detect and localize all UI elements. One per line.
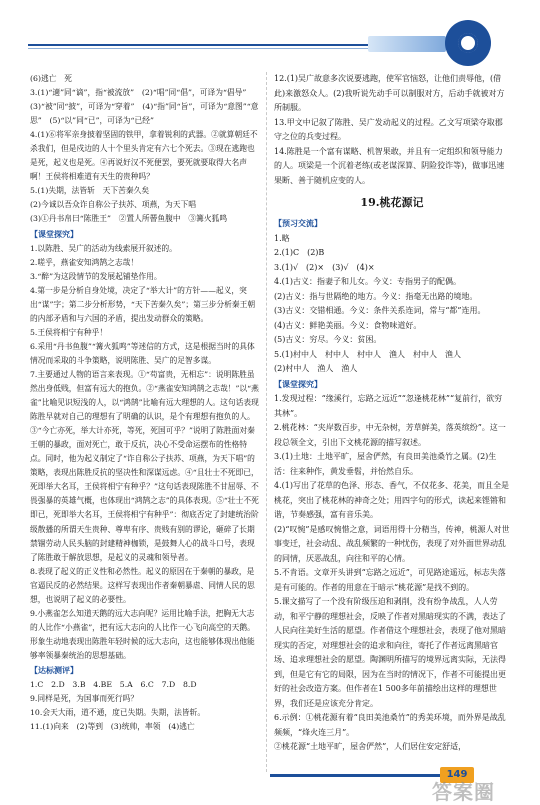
right-para: 13.甲文中记叙了陈胜、吴广发动起义的过程。乙文写项梁夺取郡守之位的兵变过程。 [274, 117, 503, 141]
right-para: 5.不肯语。文章开头讲到“忘路之远近”，可见路途遥远，标志失落是有可能的。作者的用意在于暗示“桃花源”是找不到的。 [274, 568, 506, 592]
left-para: (2)今诚以吾众诈自称公子扶苏、项燕，为天下唱 [30, 200, 196, 210]
right-para: (2)“叹惋”是感叹惋惜之意，词语用得十分精当，传神，桃源人对世事变迁，社会动乱、战乱频繁的一种忧伤，表现了对外面世界动乱的同情，厌恶战乱，向往和平的心情。 [274, 524, 510, 563]
right-column [274, 72, 510, 755]
left-para: 10.会天大雨，道不通，度已失期。失期，法皆斩。 [30, 708, 206, 718]
left-para: 7.主要通过人物的语言来表现。①“苟富贵，无相忘”：说明陈胜虽然出身低贱，但富有远大的抱负。②“燕雀安知鸿鹄之志哉！”以“燕雀”比喻见识短浅的人，以“鸿鹄”比喻有远大理想的人。这句话表现陈胜早就对自己的理想有了明确的认识，是个有理想有抱负的人。③“今亡亦死，举大计亦死，等死，死国可乎？”说明了陈胜面对秦王朝的暴政，面对死亡，敢于反抗，决心不受命运摆布的性格特点。同时，他为起义制定了“诈自称公子扶苏、项燕，为天下唱”的策略，表现出陈胜反抗的坚决性和深谋远虑。④“且壮士不死即已，死即举大名耳，王侯将相宁有种乎？”这句话表现陈胜不甘屈辱、不畏强暴的英雄气概，也体现出“鸿鹄之志”的具体表现。⑤“壮士不死即已，死即举大名耳，王侯将相宁有种乎”：彻底否定了封建统治阶级散播的所谓天生贵种、尊卑有序、贵贱有别的谬论，砸碎了长期禁锢劳动人民头脑的封建精神枷锁，是鼓舞人心的战斗口号，表现了陈胜敢于解放思想，是起义的灵魂和领导者。 [30, 369, 259, 562]
left-para: 1.以陈胜、吴广的活动为线索展开叙述的。 [30, 243, 177, 253]
right-para: (2)古义：指与世隔绝的地方。今义：指毫无出路的境地。 [274, 291, 478, 301]
left-para: 9.小燕雀怎么知道天鹅的远大志向呢？运用比喻手法，把胸无大志的人比作“小燕雀”，把有远大志向的人比作一心飞向高空的天鹅。形象生动地表现出陈胜年轻时候的远大志向，这也能够体现出他能够率领暴秦统治的思想基础。 [30, 608, 255, 660]
right-para: ②桃花源“土地平旷，屋舍俨然”，人们居住安定舒适， [274, 742, 467, 751]
right-para: (3)古义：交错相通。今义：条件关系连词，常与“都”连用。 [274, 306, 486, 315]
right-para: 1.发现过程：“缘溪行，忘路之远近”“忽逢桃花林”“复前行，欲穷其林”。 [274, 394, 503, 418]
section-heading-preview: 【 预习交流 】 [274, 217, 322, 229]
right-para: 14.陈胜是一个富有谋略、机智果敢，并且有一定组织和领导能力的人。项梁是一个沉着老练(或老谋深算、阴险狡诈等)，做事迅速果断、善于随机应变的人。 [274, 146, 505, 185]
left-column [30, 72, 262, 734]
right-para: 6.示例：①桃花源有着“良田美池桑竹”的秀美环境，而外界是战乱频频，“烽火连三月”。 [274, 713, 506, 737]
left-para: (3)①丹书帛曰“陈胜王” ②置人所罾鱼腹中 ③篝火狐鸣 [30, 214, 228, 224]
watermark-logo: 答案圈 [432, 780, 495, 804]
right-para: 4.(1)写出了花草的色泽、形态、香气，不仅花多、花美，而且全是桃花，突出了桃花林的神奇之处；用四字句的形式，读起来铿锵和谐，节奏感强，富有音乐美。 [274, 481, 509, 519]
right-para: (4)古义：鲜艳美丽。今义：食物味道好。 [274, 320, 422, 330]
right-para: 2.桃花林：“夹岸数百步，中无杂树，芳草鲜美，落英缤纷”。这一段总领全文，引出下文桃花源的描写叙述。 [274, 423, 506, 447]
right-para: (2)村中人 渔人 渔人 [274, 364, 358, 373]
right-para: (5)古义：穷尽。今义：贫困。 [274, 335, 382, 344]
left-para: 3.“醉”为这段情节的发展起铺垫作用。 [30, 271, 162, 281]
section-heading-assessment: 【 达标测评 】 [30, 664, 78, 676]
left-para: 2.嗟乎，燕雀安知鸿鹄之志哉！ [30, 257, 139, 267]
header-tab-decoration [368, 36, 446, 52]
section-heading-classroom: 【 课堂探究 】 [30, 228, 78, 240]
left-para: 5.(1)失期，法皆斩 天下苦秦久矣 [30, 186, 150, 196]
left-para: 8.表现了起义的正义性和必然性。起义的原因在于秦朝的暴政，是官逼民反的必然结果。这样写表现出作者秦朝暴虐、同情人民的思想，也说明了起义的必要性。 [30, 566, 255, 604]
right-para: 3.(1)土地：土地平旷，屋舍俨然，有良田美池桑竹之属。(2)生活：往来种作，黄发垂髫，并怡然自乐。 [274, 452, 497, 476]
column-divider [266, 72, 267, 772]
section-heading-classroom: 【 课堂探究 】 [274, 378, 322, 390]
page-header [0, 0, 540, 64]
left-para: 4.第一步是分析自身处境，决定了“举大计”的方针——起义，突出“谋”字；第二步分析形势，“天下苦秦久矣”；第三步分析秦王朝的内部矛盾和与六国的矛盾，提出发动群众的策略。 [30, 285, 256, 323]
left-para: 1.C 2.D 3.B 4.BE 5.A 6.C 7.D 8.D [30, 680, 197, 690]
left-para: 11.(1)向来 (2)等到 (3)统帅，率领 (4)逃亡 [30, 722, 195, 732]
left-para: (6)逃亡 死 [30, 74, 72, 83]
left-para: 4.(1)⑥将军亲身披着坚固的铁甲，拿着锐利的武器。②就算朝廷不杀我们，但是戍边的人十个里头肯定有六七个死去。③现在逃跑也是死，起义也是死。④再说好汉不死便罢，要死就要取得大名声啊！王侯将相难道有天生的贵种吗？ [30, 130, 258, 182]
right-para: 4.(1)古义：指妻子和儿女。今义：专指男子的配偶。 [274, 277, 461, 286]
right-para: 5.课文描写了一个没有阶级压迫和剥削，没有纷争战乱，人人劳动，和平宁静的理想社会，反映了作者对黑暗现实的不满，表达了人民向往美好生活的愿望。作者借这个理想社会，表现了他对黑暗现实的否定，对理想社会的追求和向往，寄托了作者远离黑暗官场、追求理想社会的愿望。陶渊明所描写的境界远离实际，无法得到，但是它有它的局限，因为在当时的情况下，作者不可能提出更好的社会改造方案。但作者在1 500多年前描绘出这样的理想世界，我们还是应该充分肯定。 [274, 597, 506, 708]
left-para: 6.采用“丹书鱼腹”“篝火狐鸣”等迷信的方式，这是根据当时的具体情况而采取的斗争策略，说明陈胜、吴广的足智多谋。 [30, 341, 255, 365]
left-para: 5.王侯将相宁有种乎！ [30, 327, 108, 337]
left-para: 9.同样是死，为国事而死行吗？ [30, 694, 139, 704]
right-para: 2.(1)C (2)B [274, 248, 325, 257]
left-para: 3.(1)“適”同“谪”，指“被流放” (2)“唱”同“倡”，可译为“倡导” (3)“被”同“披”，可译为“穿着” (4)“指”同“旨”，可译为“意图”“意思” (5)“以”同“已”，可译为“已经” [30, 88, 259, 126]
right-para: 12.(1)吴广故意多次说要逃跑，使军官恼怒，让他们责辱他，(借此)来激怒众人。(2)我听说先动手可以制服对方，后动手就被对方所制服。 [274, 74, 505, 112]
page-number: 149 [440, 767, 474, 783]
header-logo-icon [445, 20, 491, 66]
right-para: 3.(1)√ (2)× (3)√ (4)× [274, 262, 375, 272]
lesson-title: 19.桃花源记 [360, 196, 424, 209]
right-para: 1.略 [274, 233, 290, 243]
right-para: 5.(1)村中人 村中人 村中人 渔人 村中人 渔人 [274, 349, 461, 359]
footer-bar [270, 774, 440, 777]
